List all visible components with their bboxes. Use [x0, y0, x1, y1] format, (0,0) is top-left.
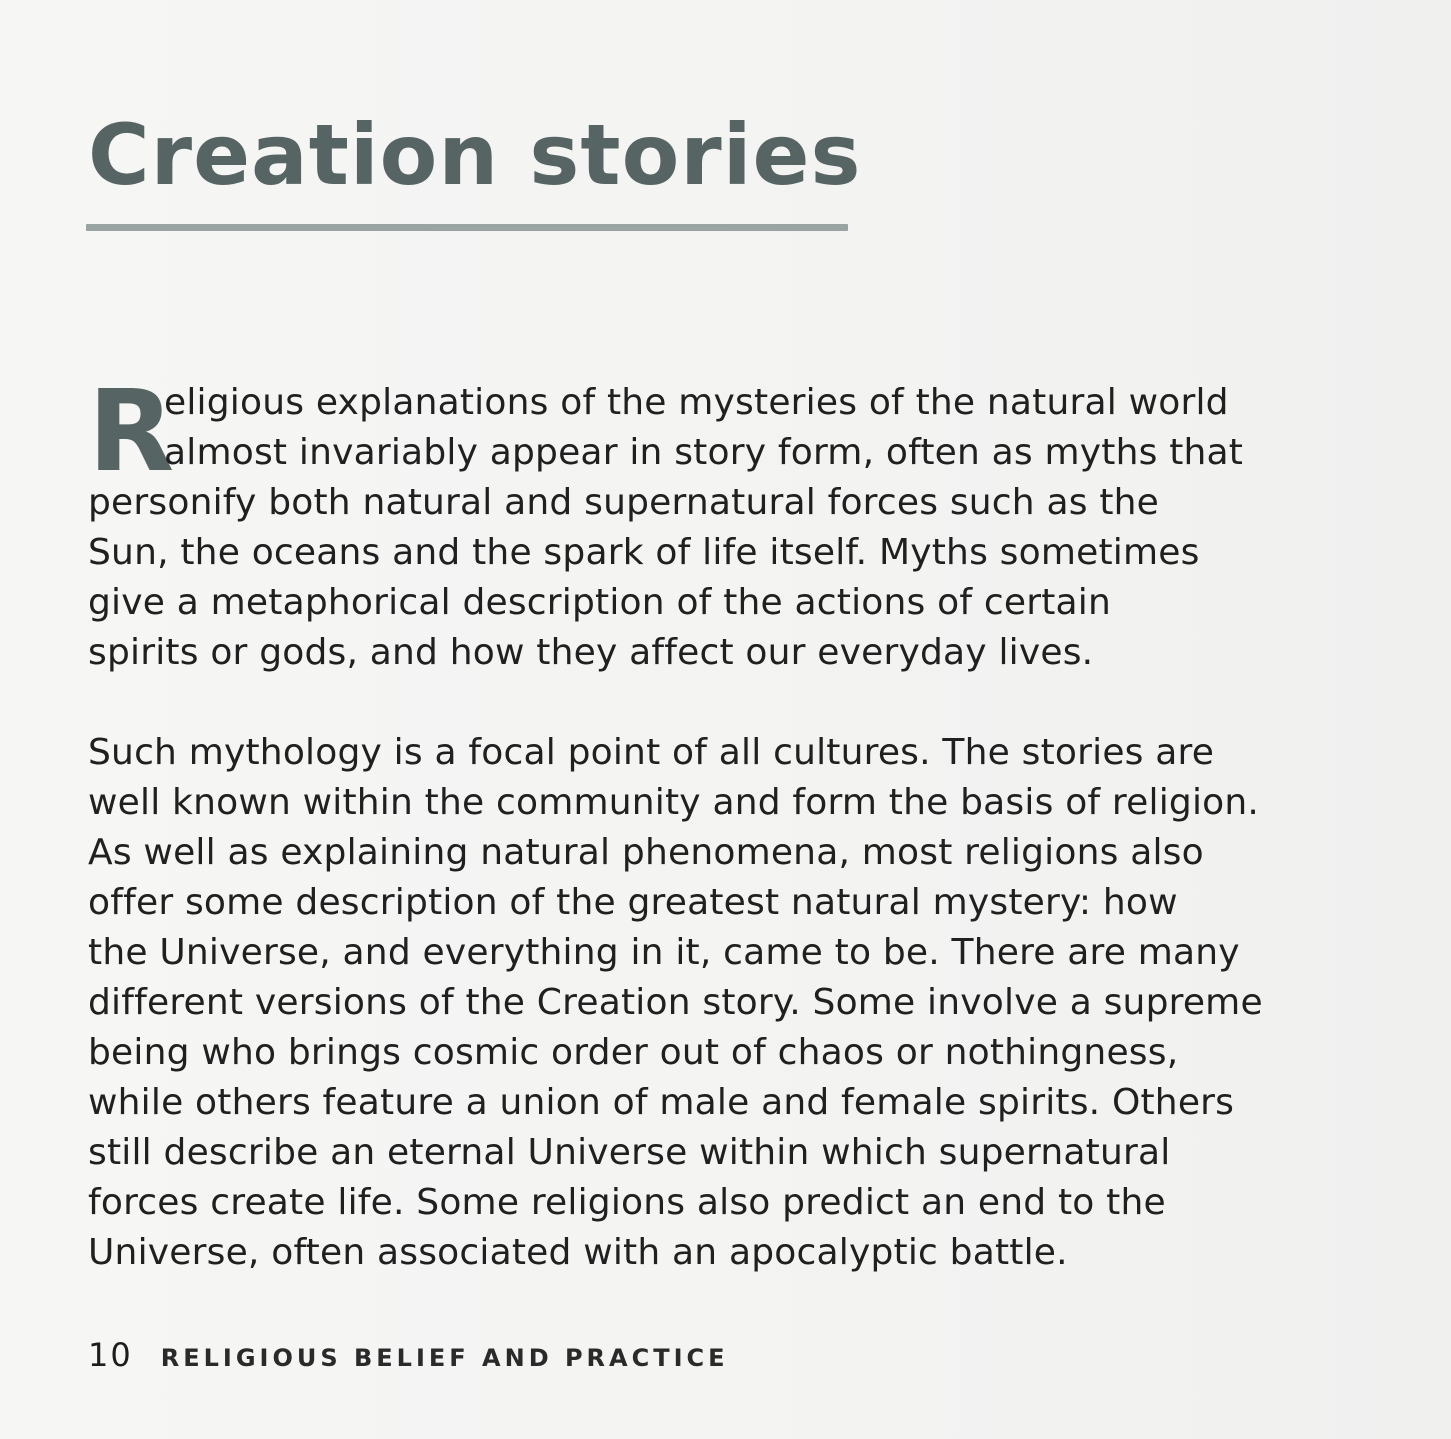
text-line: the Universe, and everything in it, came to be. There are many	[88, 932, 1240, 973]
text-line: give a metaphorical description of the actions of certain	[88, 582, 1112, 623]
page-number: 10	[88, 1336, 133, 1374]
drop-cap-container	[88, 367, 175, 497]
text-line: personify both natural and supernatural forces such as the	[88, 482, 1159, 523]
text-line: different versions of the Creation story. Some involve a supreme	[88, 982, 1263, 1023]
text-line: being who brings cosmic order out of chaos or nothingness,	[88, 1032, 1179, 1073]
text-line: Universe, often associated with an apocalyptic battle.	[88, 1232, 1068, 1273]
text-line: still describe an eternal Universe within which supernatural	[88, 1132, 1171, 1173]
section-running-head: RELIGIOUS BELIEF AND PRACTICE	[160, 1344, 729, 1372]
paragraph-1-opening-lines	[164, 378, 1364, 478]
page-footer	[88, 1336, 729, 1374]
text-line: eligious explanations of the mysteries of the natural world	[164, 382, 1229, 423]
text-line: Sun, the oceans and the spark of life itself. Myths sometimes	[88, 532, 1200, 573]
text-line: forces create life. Some religions also predict an end to the	[88, 1182, 1166, 1223]
text-line: Such mythology is a focal point of all cultures. The stories are	[88, 732, 1215, 773]
text-line: well known within the community and form the basis of religion.	[88, 782, 1260, 823]
drop-cap: R	[88, 367, 175, 497]
title-underline-rule	[86, 224, 848, 231]
page-title: Creation stories	[88, 106, 862, 204]
paragraph-2	[88, 728, 1288, 1278]
text-line: offer some description of the greatest natural mystery: how	[88, 882, 1178, 923]
text-line: As well as explaining natural phenomena, most religions also	[88, 832, 1204, 873]
paragraph-1	[88, 478, 1288, 678]
text-line: spirits or gods, and how they affect our everyday lives.	[88, 632, 1094, 673]
text-line: while others feature a union of male and female spirits. Others	[88, 1082, 1235, 1123]
text-line: almost invariably appear in story form, often as myths that	[164, 432, 1244, 473]
